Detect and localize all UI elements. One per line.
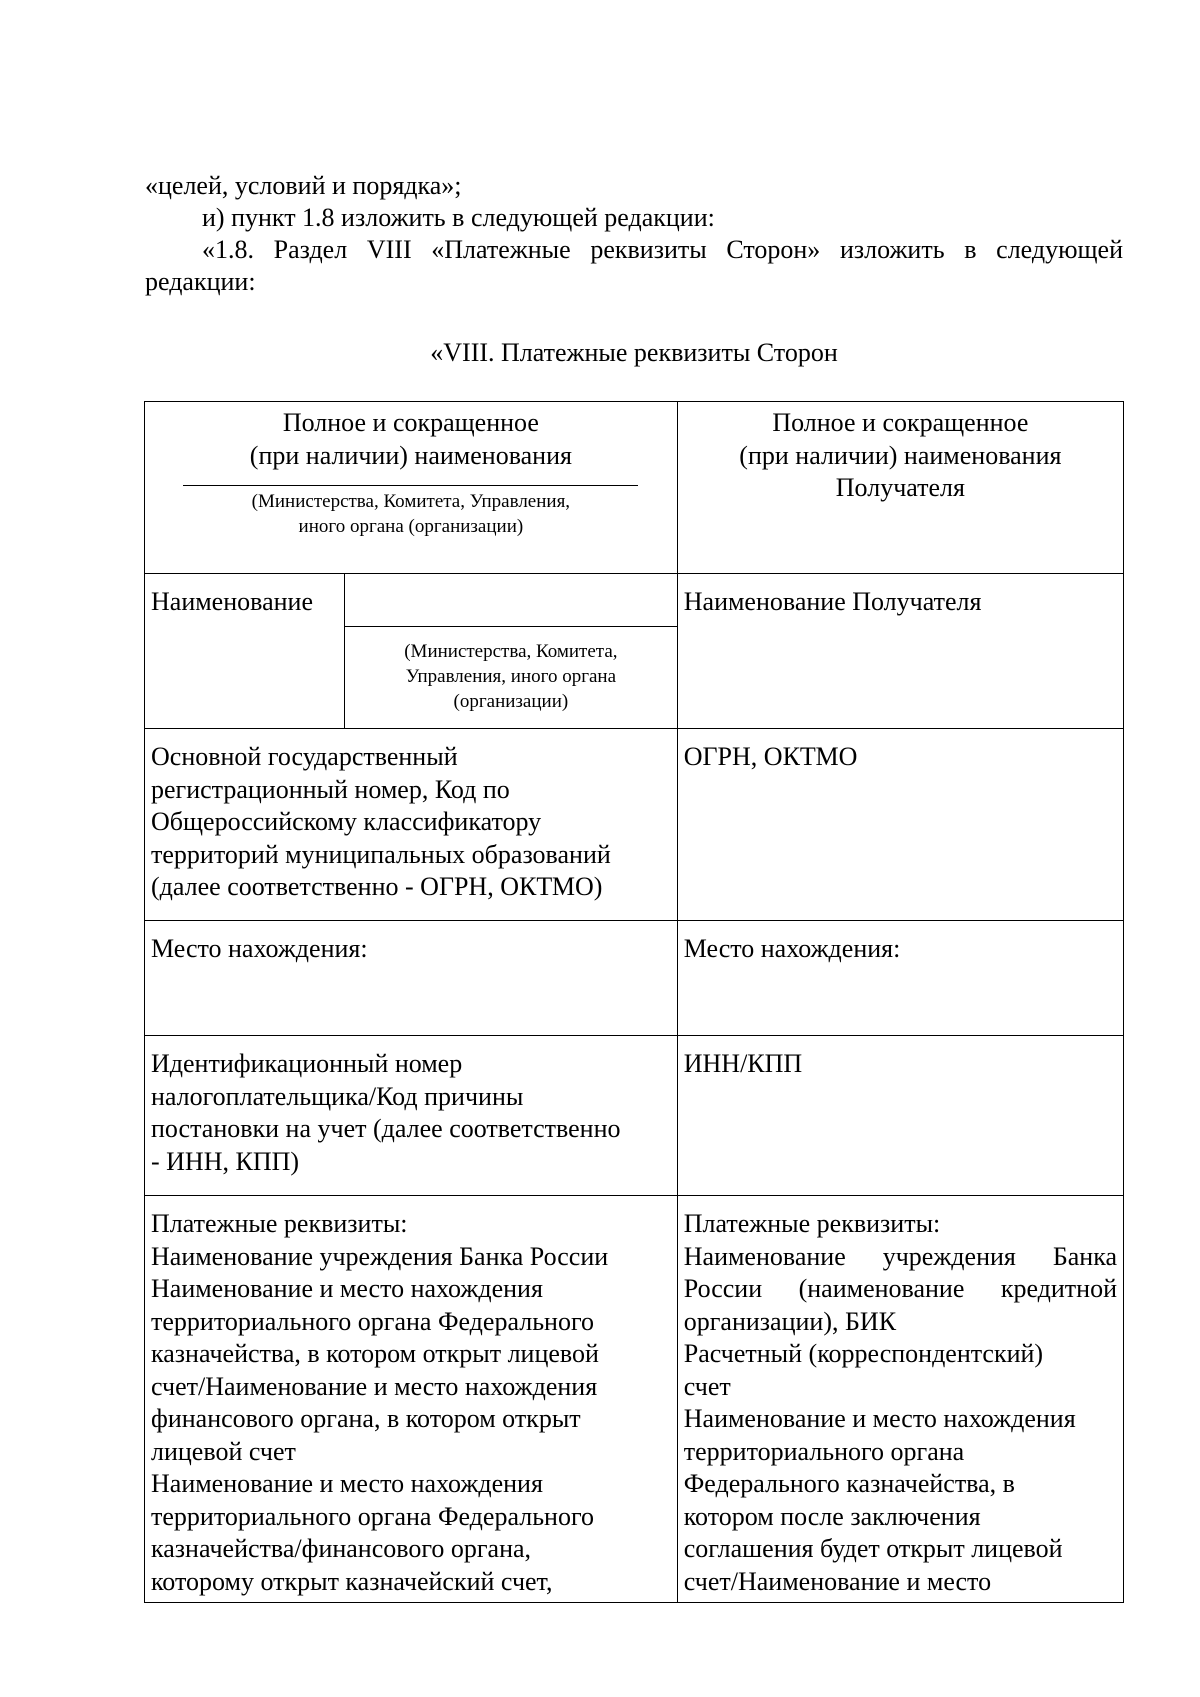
payment-right-line-11: соглашения будет открыт лицевой bbox=[683, 1534, 1063, 1563]
payment-left-line-2: Наименование учреждения Банка России bbox=[151, 1241, 609, 1271]
ogrn-left-line-4: территорий муниципальных образований bbox=[151, 839, 611, 869]
ogrn-left-line-3: Общероссийскому классификатору bbox=[151, 807, 542, 836]
payment-requisites-table bbox=[144, 401, 1124, 1603]
payment-right-line-5: Расчетный (корреспондентский) bbox=[683, 1339, 1044, 1368]
payment-left-line-7: финансового органа, в котором открыт bbox=[151, 1404, 581, 1433]
table-row-inn bbox=[145, 1036, 1124, 1196]
name-small-caption bbox=[345, 627, 677, 722]
section-title: «VIII. Платежные реквизиты Сторон bbox=[430, 338, 838, 367]
name-left-cell bbox=[145, 574, 678, 729]
payment-right-line-6: счет bbox=[683, 1371, 731, 1401]
payment-right-line-7: Наименование и место нахождения bbox=[683, 1404, 1076, 1433]
location-right-cell: Место нахождения: bbox=[677, 921, 1123, 1036]
ogrn-right-cell: ОГРН, ОКТМО bbox=[677, 729, 1123, 921]
payment-right-line-8: территориального органа bbox=[683, 1436, 965, 1466]
ogrn-left-line-2: регистрационный номер, Код по bbox=[151, 774, 510, 804]
table-row-name bbox=[145, 574, 1124, 729]
inn-left-line-2: налогоплательщика/Код причины bbox=[151, 1081, 524, 1111]
payment-right-cell bbox=[677, 1196, 1123, 1603]
table-row-location bbox=[145, 921, 1124, 1036]
payment-right-line-1: Платежные реквизиты: bbox=[683, 1209, 941, 1238]
payment-left-line-5: казначейства, в котором открыт лицевой bbox=[151, 1339, 599, 1368]
name-blank-field bbox=[345, 574, 677, 627]
header-right-cell bbox=[677, 402, 1123, 574]
payment-left-line-8: лицевой счет bbox=[151, 1436, 296, 1466]
payment-left-cell bbox=[145, 1196, 678, 1603]
inn-left-cell bbox=[145, 1036, 678, 1196]
name-label: Наименование bbox=[145, 574, 345, 728]
table-row-payment bbox=[145, 1196, 1124, 1603]
payment-left-line-1: Платежные реквизиты: bbox=[151, 1209, 408, 1238]
inn-left-line-1: Идентификационный номер bbox=[151, 1049, 463, 1078]
name-small-line-3: (организации) bbox=[453, 691, 569, 712]
header-right-line-2: (при наличии) наименования bbox=[739, 440, 1062, 470]
inn-right-cell: ИНН/КПП bbox=[677, 1036, 1123, 1196]
header-right-line-3: Получателя bbox=[835, 473, 965, 502]
payment-left-line-4: территориального органа Федерального bbox=[151, 1306, 594, 1336]
payment-left-line-3: Наименование и место нахождения bbox=[151, 1274, 543, 1303]
table-header-row bbox=[145, 402, 1124, 574]
location-left-cell: Место нахождения: bbox=[145, 921, 678, 1036]
payment-left-line-12: которому открыт казначейский счет, bbox=[151, 1566, 553, 1596]
payment-left-line-11: казначейства/финансового органа, bbox=[151, 1534, 532, 1563]
inn-left-line-4: - ИНН, КПП) bbox=[151, 1146, 300, 1176]
payment-left-line-6: счет/Наименование и место нахождения bbox=[151, 1371, 598, 1401]
name-small-line-1: (Министерства, Комитета, bbox=[404, 641, 618, 662]
header-left-cell bbox=[145, 402, 678, 574]
payment-right-line-3: России (наименование кредитной bbox=[683, 1274, 1117, 1303]
payment-left-line-10: территориального органа Федерального bbox=[151, 1501, 594, 1531]
ogrn-left-line-5: (далее соответственно - ОГРН, ОКТМО) bbox=[151, 872, 603, 901]
inn-left-line-3: постановки на учет (далее соответственно bbox=[151, 1114, 621, 1143]
ogrn-left-line-1: Основной государственный bbox=[151, 742, 458, 771]
table-row-ogrn bbox=[145, 729, 1124, 921]
header-left-line-1: Полное и сокращенное bbox=[282, 408, 539, 437]
name-right-cell: Наименование Получателя bbox=[677, 574, 1123, 729]
header-left-line-2: (при наличии) наименования bbox=[249, 440, 572, 470]
payment-right-line-2: Наименование учреждения Банка bbox=[683, 1241, 1117, 1271]
header-left-small-line-2: иного органа (организации) bbox=[298, 516, 524, 537]
payment-left-line-9: Наименование и место нахождения bbox=[151, 1469, 543, 1498]
intro-line-1: «целей, условий и порядка»; bbox=[145, 171, 462, 200]
intro-line-2: и) пункт 1.8 изложить в следующей редакции: bbox=[202, 203, 715, 232]
payment-right-line-10: котором после заключения bbox=[683, 1501, 981, 1531]
header-left-small-line-1: (Министерства, Комитета, Управления, bbox=[251, 491, 571, 512]
name-small-line-2: Управления, иного органа bbox=[405, 666, 617, 687]
payment-right-line-12: счет/Наименование и место bbox=[683, 1566, 992, 1596]
payment-right-line-9: Федерального казначейства, в bbox=[683, 1469, 1015, 1498]
intro-text bbox=[145, 170, 1123, 298]
ogrn-left-cell bbox=[145, 729, 678, 921]
payment-right-line-4: организации), БИК bbox=[683, 1306, 897, 1336]
intro-line-3: «1.8. Раздел VIII «Платежные реквизиты Сторон» изложить в следующей редакции: bbox=[145, 235, 1123, 296]
header-right-line-1: Полное и сокращенное bbox=[772, 408, 1029, 437]
